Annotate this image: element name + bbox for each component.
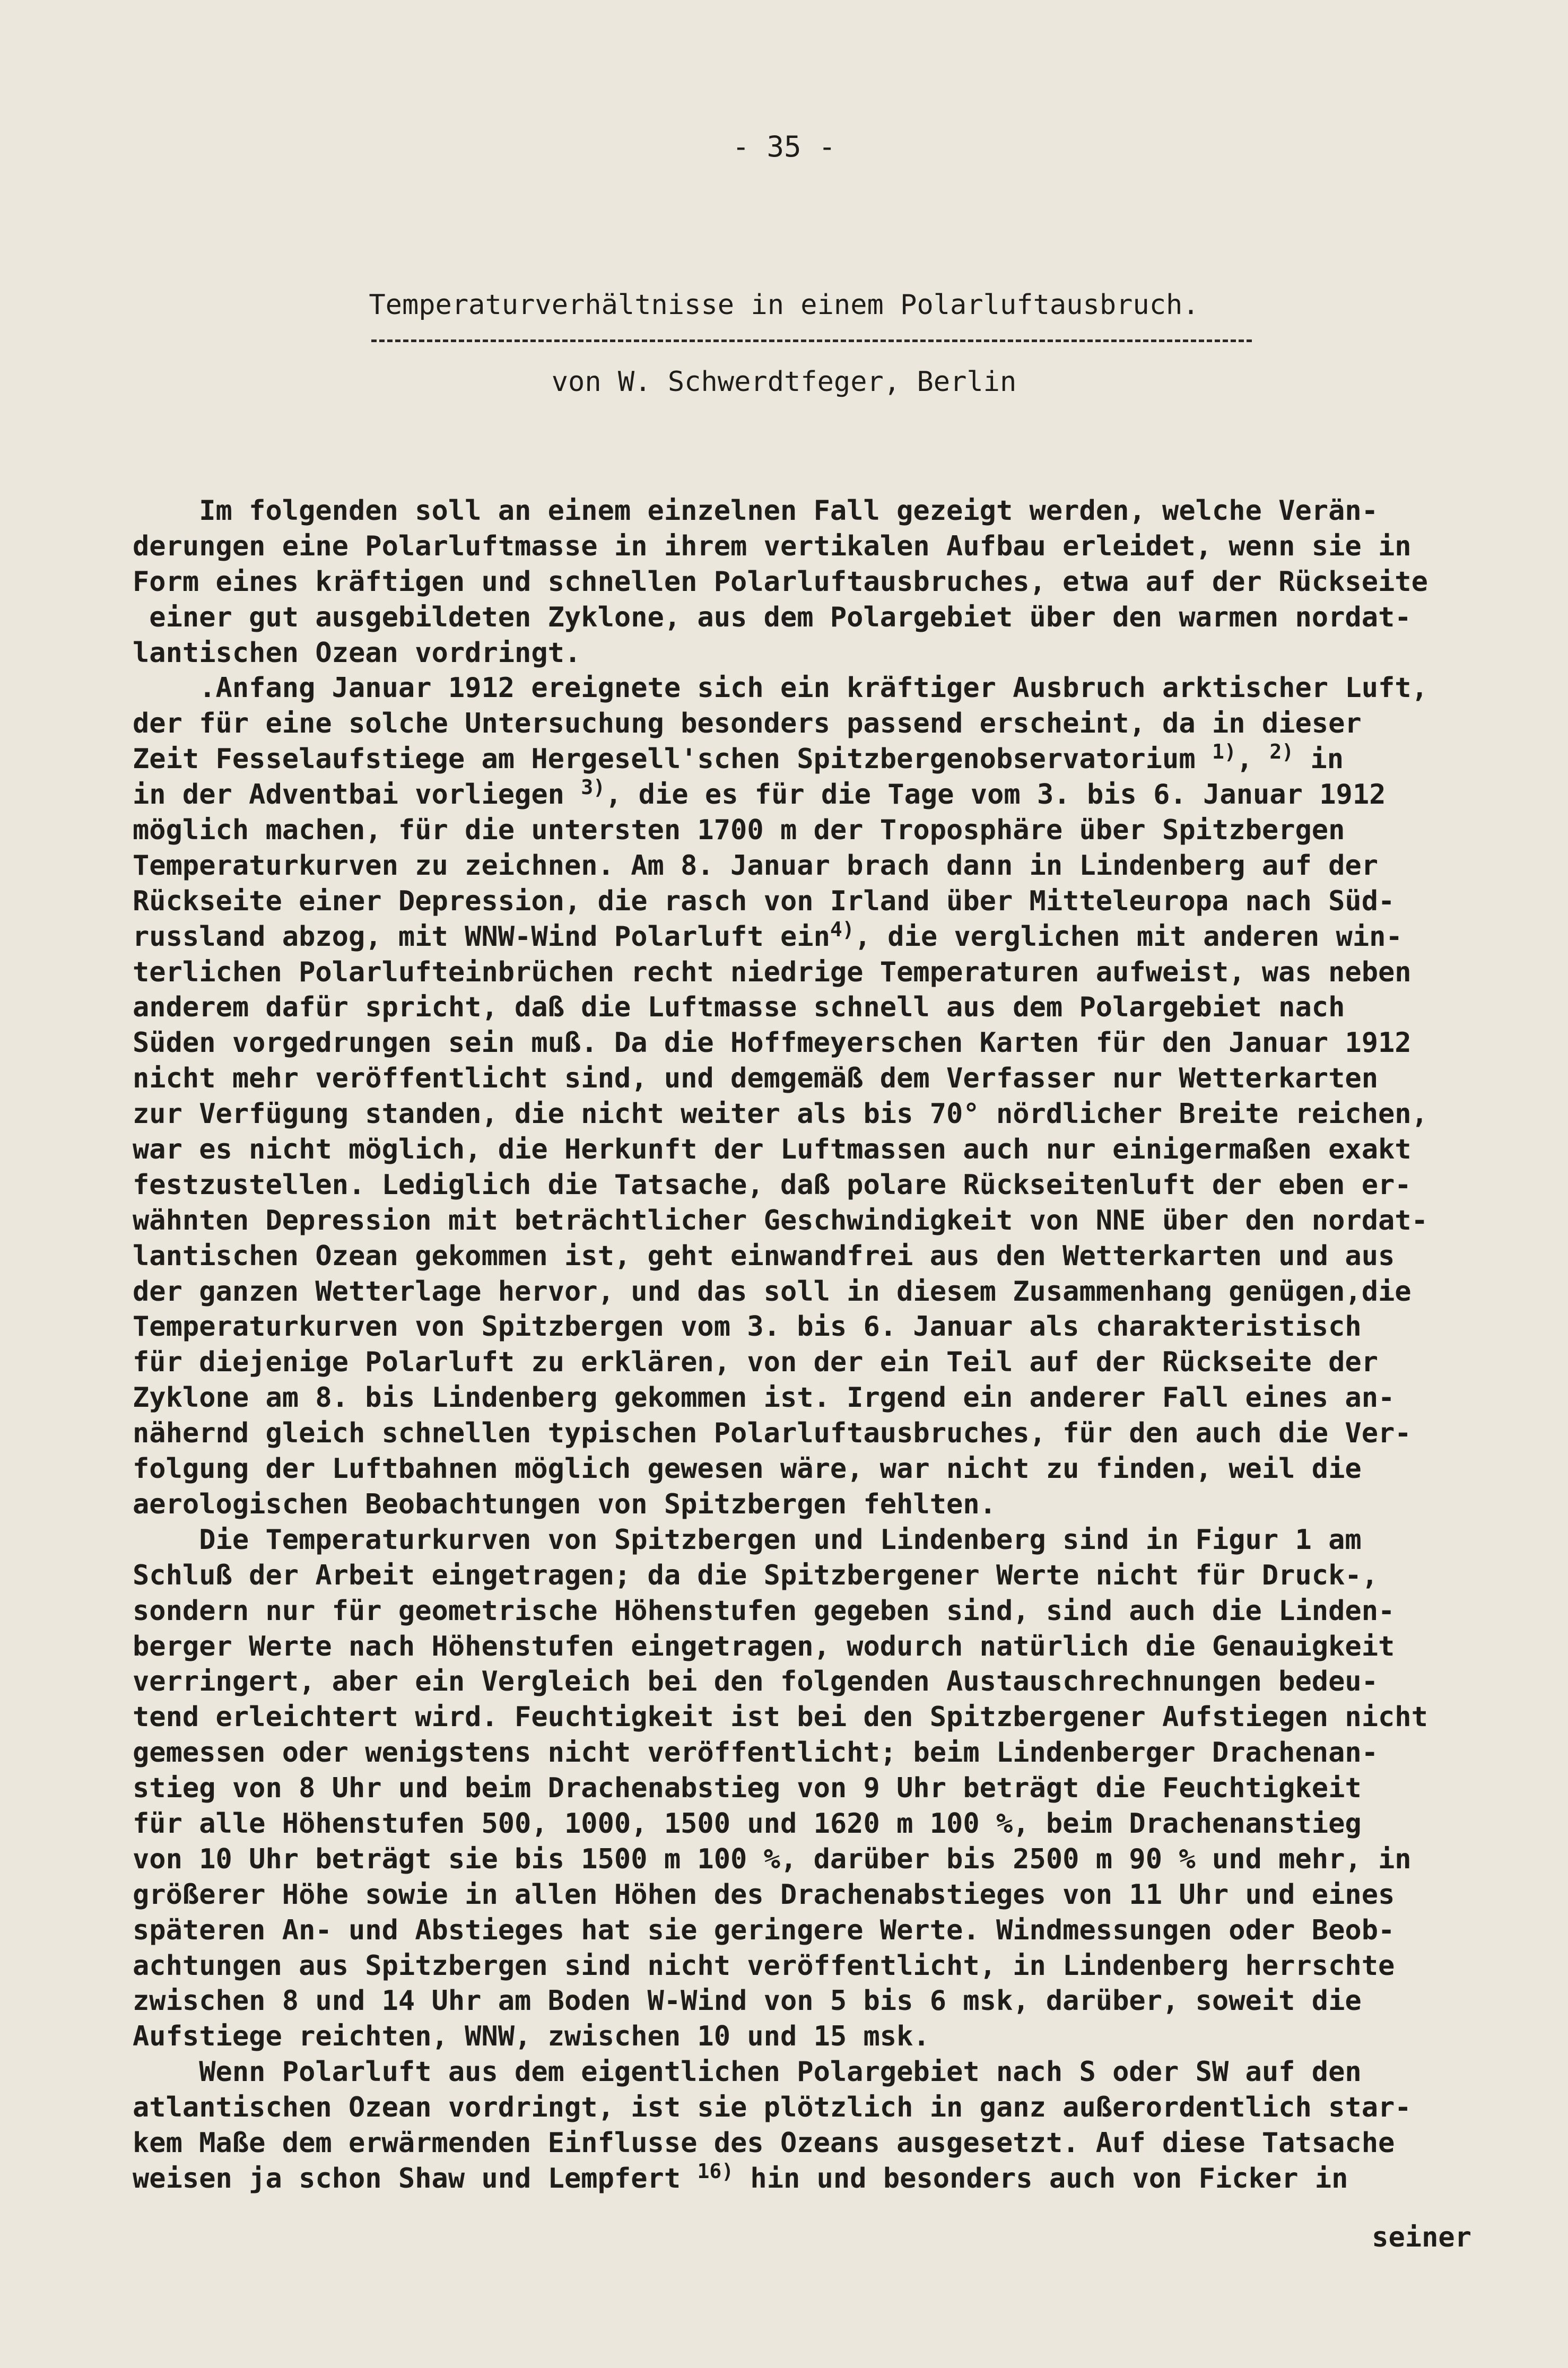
article-title: Temperaturverhältnisse in einem Polarluftausbruch. — [369, 289, 1199, 321]
title-underline — [371, 339, 1252, 342]
text-line: anderem dafür spricht, daß die Luftmasse schnell aus dem Polargebiet nach — [133, 991, 1345, 1024]
text-line: terlichen Polarlufteinbrüchen recht niedrige Temperaturen aufweist, was neben — [133, 956, 1412, 988]
text-line: der ganzen Wetterlage hervor, und das soll in diesem Zusammenhang genügen,die — [133, 1275, 1412, 1308]
footnote-ref: 16) — [697, 2159, 734, 2183]
text-line: Temperaturkurven zu zeichnen. Am 8. Januar brach dann in Lindenberg auf der — [133, 849, 1378, 882]
text-line: folgung der Luftbahnen möglich gewesen wäre, war nicht zu finden, weil die — [133, 1453, 1362, 1485]
catchword: seiner — [1372, 2222, 1471, 2253]
text-segment: weisen ja schon Shaw und Lempfert — [133, 2162, 698, 2195]
text-line: achtungen aus Spitzbergen sind nicht veröffentlicht, in Lindenberg herrschte — [133, 1949, 1395, 1982]
text-line: gemessen oder wenigstens nicht veröffentlicht; beim Lindenberger Drachenan- — [133, 1737, 1378, 1769]
text-line — [133, 2161, 1491, 2197]
text-line: Süden vorgedrungen sein muß. Da die Hoffmeyerschen Karten für den Januar 1912 — [133, 1027, 1412, 1059]
text-line: für diejenige Polarluft zu erklären, von der ein Teil auf der Rückseite der — [133, 1346, 1378, 1379]
text-line: Schluß der Arbeit eingetragen; da die Spitzbergener Werte nicht für Druck-, — [133, 1559, 1378, 1591]
text-segment: , die verglichen mit anderen win- — [854, 920, 1403, 953]
text-line: berger Werte nach Höhenstufen eingetragen, wodurch natürlich die Genauigkeit — [133, 1630, 1395, 1662]
footnote-ref: 3) — [581, 776, 606, 799]
text-line: Form eines kräftigen und schnellen Polarluftausbruches, etwa auf der Rückseite — [133, 565, 1428, 598]
text-line: von 10 Uhr beträgt sie bis 1500 m 100 %, darüber bis 2500 m 90 % und mehr, in — [133, 1843, 1412, 1875]
text-line: möglich machen, für die untersten 1700 m der Troposphäre über Spitzbergen — [133, 814, 1345, 847]
text-line: derungen eine Polarluftmasse in ihrem vertikalen Aufbau erleidet, wenn sie in — [133, 530, 1412, 562]
text-line: .Anfang Januar 1912 ereignete sich ein kräftiger Ausbruch arktischer Luft, — [133, 672, 1428, 704]
text-segment: russland abzog, mit WNW-Wind Polarluft ein — [133, 920, 830, 953]
text-line: der für eine solche Untersuchung besonders passend erscheint, da in dieser — [133, 708, 1362, 740]
text-line: zwischen 8 und 14 Uhr am Boden W-Wind von 5 bis 6 msk, darüber, soweit die — [133, 1985, 1362, 2017]
text-line: wähnten Depression mit beträchtlicher Geschwindigkeit von NNE über den nordat- — [133, 1204, 1428, 1237]
text-line: stieg von 8 Uhr und beim Drachenabstieg von 9 Uhr beträgt die Feuchtigkeit — [133, 1772, 1362, 1805]
text-line: war es nicht möglich, die Herkunft der Luftmassen auch nur einigermaßen exakt — [133, 1134, 1412, 1166]
text-segment: , die es für die Tage vom 3. bis 6. Januar 1912 — [605, 779, 1386, 811]
footnote-ref: 1) — [1212, 740, 1236, 764]
text-line: nicht mehr veröffentlicht sind, und demgemäß dem Verfasser nur Wetterkarten — [133, 1063, 1378, 1095]
text-line: lantischen Ozean vordringt. — [133, 637, 581, 669]
body-text — [133, 493, 1491, 2197]
text-line — [133, 777, 1491, 813]
text-line: nähernd gleich schnellen typischen Polarluftausbruches, für den auch die Ver- — [133, 1417, 1412, 1450]
footnote-ref: 2) — [1269, 740, 1294, 764]
text-line: festzustellen. Lediglich die Tatsache, daß polare Rückseitenluft der eben er- — [133, 1169, 1412, 1201]
author-line: von W. Schwerdtfeger, Berlin — [551, 366, 1017, 398]
text-line: Zyklone am 8. bis Lindenberg gekommen ist. Irgend ein anderer Fall eines an- — [133, 1382, 1395, 1414]
text-line: späteren An- und Abstieges hat sie geringere Werte. Windmessungen oder Beob- — [133, 1914, 1395, 1946]
text-segment: Zeit Fesselaufstiege am Hergesell'schen Spitzbergenobservatorium — [133, 743, 1212, 776]
text-line: einer gut ausgebildeten Zyklone, aus dem Polargebiet über den warmen nordat- — [133, 601, 1412, 633]
text-line: Zeit Fesselaufstiege am Hergesell'schen Spitzbergenobservatorium $^{1)}$, $^{2)}$ in — [133, 740, 1344, 776]
text-line: atlantischen Ozean vordringt, ist sie plötzlich in ganz außerordentlich star- — [133, 2092, 1412, 2124]
text-segment: in der Adventbai vorliegen — [133, 779, 581, 811]
text-line: kem Maße dem erwärmenden Einflusse des Ozeans ausgesetzt. Auf diese Tatsache — [133, 2127, 1395, 2159]
text-line: größerer Höhe sowie in allen Höhen des Drachenabstieges von 11 Uhr und eines — [133, 1878, 1395, 1911]
text-line: zur Verfügung standen, die nicht weiter als bis 70° nördlicher Breite reichen, — [133, 1098, 1428, 1130]
text-line: lantischen Ozean gekommen ist, geht einwandfrei aus den Wetterkarten und aus — [133, 1240, 1395, 1272]
text-line: Wenn Polarluft aus dem eigentlichen Polargebiet nach S oder SW auf den — [133, 2056, 1362, 2088]
text-line: Rückseite einer Depression, die rasch von Irland über Mitteleuropa nach Süd- — [133, 885, 1395, 917]
page-number: - 35 - — [732, 130, 836, 163]
text-line: Die Temperaturkurven von Spitzbergen und Lindenberg sind in Figur 1 am — [133, 1523, 1362, 1556]
text-line: aerologischen Beobachtungen von Spitzbergen fehlten. — [133, 1488, 996, 1520]
text-line — [133, 919, 1491, 955]
text-line: Aufstiege reichten, WNW, zwischen 10 und 15 msk. — [133, 2021, 930, 2053]
text-line: verringert, aber ein Vergleich bei den folgenden Austauschrechnungen bedeu- — [133, 1666, 1378, 1698]
text-line: Im folgenden soll an einem einzelnen Fall gezeigt werden, welche Verän- — [133, 495, 1378, 527]
text-line: tend erleichtert wird. Feuchtigkeit ist bei den Spitzbergener Aufstiegen nicht — [133, 1701, 1428, 1734]
text-line: für alle Höhenstufen 500, 1000, 1500 und 1620 m 100 %, beim Drachenanstieg — [133, 1807, 1362, 1840]
text-line: Temperaturkurven von Spitzbergen vom 3. bis 6. Januar als charakteristisch — [133, 1311, 1362, 1343]
text-line: sondern nur für geometrische Höhenstufen gegeben sind, sind auch die Linden- — [133, 1595, 1395, 1627]
footnote-ref: 4) — [830, 917, 855, 941]
text-segment: hin und besonders auch von Ficker in — [734, 2162, 1348, 2195]
